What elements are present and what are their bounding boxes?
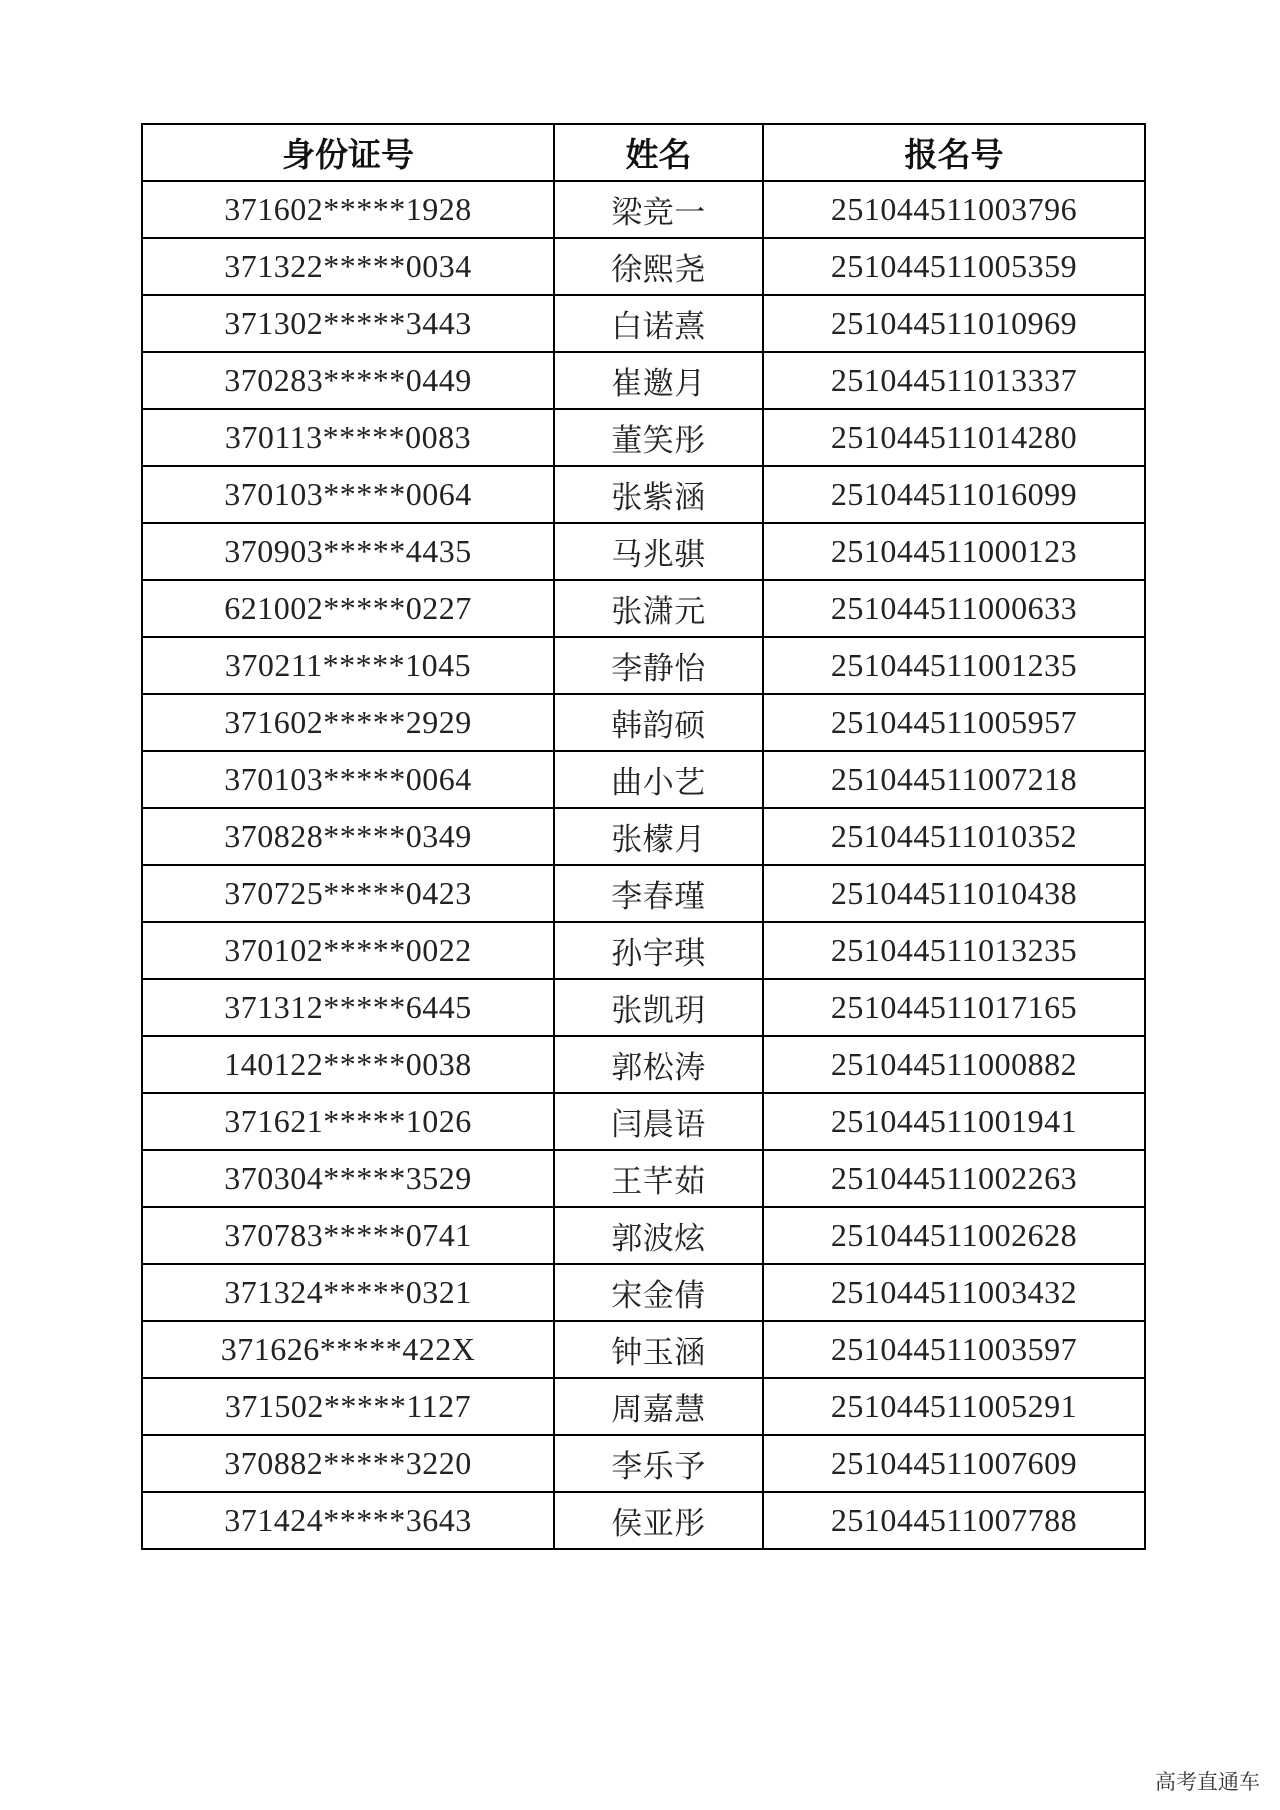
table-row bbox=[142, 580, 1145, 637]
id-number-cell: 371302*****3443 bbox=[142, 295, 554, 352]
registration-number-cell: 251044511003432 bbox=[763, 1264, 1145, 1321]
id-number-cell: 370103*****0064 bbox=[142, 751, 554, 808]
table-body bbox=[142, 181, 1145, 1549]
registration-number-cell: 251044511002628 bbox=[763, 1207, 1145, 1264]
registration-number-cell: 251044511000882 bbox=[763, 1036, 1145, 1093]
id-number-cell: 370211*****1045 bbox=[142, 637, 554, 694]
name-cell: 白诺熹 bbox=[554, 295, 763, 352]
table-row bbox=[142, 295, 1145, 352]
name-cell: 曲小艺 bbox=[554, 751, 763, 808]
name-cell: 崔邀月 bbox=[554, 352, 763, 409]
table-row bbox=[142, 352, 1145, 409]
registration-number-cell: 251044511013235 bbox=[763, 922, 1145, 979]
table-header-row bbox=[142, 124, 1145, 181]
name-cell: 韩韵硕 bbox=[554, 694, 763, 751]
name-cell: 张紫涵 bbox=[554, 466, 763, 523]
registration-number-cell: 251044511013337 bbox=[763, 352, 1145, 409]
table-row bbox=[142, 1150, 1145, 1207]
id-number-cell: 370783*****0741 bbox=[142, 1207, 554, 1264]
id-number-cell: 370113*****0083 bbox=[142, 409, 554, 466]
id-number-cell: 370102*****0022 bbox=[142, 922, 554, 979]
id-number-cell: 371424*****3643 bbox=[142, 1492, 554, 1549]
registration-number-cell: 251044511000123 bbox=[763, 523, 1145, 580]
registration-number-cell: 251044511005291 bbox=[763, 1378, 1145, 1435]
registration-number-cell: 251044511001941 bbox=[763, 1093, 1145, 1150]
table-row bbox=[142, 523, 1145, 580]
header-name: 姓名 bbox=[554, 124, 763, 181]
table-row bbox=[142, 238, 1145, 295]
name-cell: 郭松涛 bbox=[554, 1036, 763, 1093]
table-row bbox=[142, 694, 1145, 751]
id-number-cell: 371324*****0321 bbox=[142, 1264, 554, 1321]
id-number-cell: 371626*****422X bbox=[142, 1321, 554, 1378]
name-cell: 李乐予 bbox=[554, 1435, 763, 1492]
registration-number-cell: 251044511010352 bbox=[763, 808, 1145, 865]
registration-number-cell: 251044511016099 bbox=[763, 466, 1145, 523]
registration-number-cell: 251044511005957 bbox=[763, 694, 1145, 751]
header-id-number: 身份证号 bbox=[142, 124, 554, 181]
id-number-cell: 370903*****4435 bbox=[142, 523, 554, 580]
name-cell: 马兆骐 bbox=[554, 523, 763, 580]
table-row bbox=[142, 466, 1145, 523]
id-number-cell: 371602*****1928 bbox=[142, 181, 554, 238]
name-cell: 郭波炫 bbox=[554, 1207, 763, 1264]
registration-number-cell: 251044511005359 bbox=[763, 238, 1145, 295]
name-cell: 董笑彤 bbox=[554, 409, 763, 466]
table-row bbox=[142, 808, 1145, 865]
name-cell: 孙宇琪 bbox=[554, 922, 763, 979]
table-row bbox=[142, 181, 1145, 238]
name-cell: 宋金倩 bbox=[554, 1264, 763, 1321]
name-cell: 侯亚彤 bbox=[554, 1492, 763, 1549]
table-row bbox=[142, 409, 1145, 466]
table-row bbox=[142, 1321, 1145, 1378]
table-row bbox=[142, 1435, 1145, 1492]
id-number-cell: 621002*****0227 bbox=[142, 580, 554, 637]
registration-number-cell: 251044511003796 bbox=[763, 181, 1145, 238]
id-number-cell: 371502*****1127 bbox=[142, 1378, 554, 1435]
name-cell: 李春瑾 bbox=[554, 865, 763, 922]
id-number-cell: 370828*****0349 bbox=[142, 808, 554, 865]
id-number-cell: 371602*****2929 bbox=[142, 694, 554, 751]
registration-number-cell: 251044511017165 bbox=[763, 979, 1145, 1036]
name-cell: 张潇元 bbox=[554, 580, 763, 637]
table-row bbox=[142, 979, 1145, 1036]
id-number-cell: 370283*****0449 bbox=[142, 352, 554, 409]
registration-number-cell: 251044511000633 bbox=[763, 580, 1145, 637]
table-row bbox=[142, 1492, 1145, 1549]
name-cell: 张凯玥 bbox=[554, 979, 763, 1036]
table-row bbox=[142, 922, 1145, 979]
id-number-cell: 370882*****3220 bbox=[142, 1435, 554, 1492]
name-cell: 钟玉涵 bbox=[554, 1321, 763, 1378]
table-row bbox=[142, 1093, 1145, 1150]
registration-number-cell: 251044511007788 bbox=[763, 1492, 1145, 1549]
name-cell: 李静怡 bbox=[554, 637, 763, 694]
registration-number-cell: 251044511010438 bbox=[763, 865, 1145, 922]
name-cell: 周嘉慧 bbox=[554, 1378, 763, 1435]
table-row bbox=[142, 1036, 1145, 1093]
name-cell: 闫晨语 bbox=[554, 1093, 763, 1150]
watermark: 高考直通车 bbox=[1155, 1770, 1260, 1794]
name-cell: 徐熙尧 bbox=[554, 238, 763, 295]
table-row bbox=[142, 865, 1145, 922]
registration-number-cell: 251044511014280 bbox=[763, 409, 1145, 466]
table-row bbox=[142, 1378, 1145, 1435]
name-cell: 王芊茹 bbox=[554, 1150, 763, 1207]
name-cell: 张檬月 bbox=[554, 808, 763, 865]
table-row bbox=[142, 637, 1145, 694]
id-number-cell: 140122*****0038 bbox=[142, 1036, 554, 1093]
name-cell: 梁竞一 bbox=[554, 181, 763, 238]
registration-number-cell: 251044511002263 bbox=[763, 1150, 1145, 1207]
table-row bbox=[142, 751, 1145, 808]
roster-table bbox=[141, 123, 1146, 1550]
table-row bbox=[142, 1264, 1145, 1321]
registration-number-cell: 251044511007609 bbox=[763, 1435, 1145, 1492]
id-number-cell: 370103*****0064 bbox=[142, 466, 554, 523]
table-row bbox=[142, 1207, 1145, 1264]
id-number-cell: 370725*****0423 bbox=[142, 865, 554, 922]
id-number-cell: 370304*****3529 bbox=[142, 1150, 554, 1207]
registration-number-cell: 251044511007218 bbox=[763, 751, 1145, 808]
registration-number-cell: 251044511003597 bbox=[763, 1321, 1145, 1378]
registration-number-cell: 251044511001235 bbox=[763, 637, 1145, 694]
id-number-cell: 371322*****0034 bbox=[142, 238, 554, 295]
header-registration-number: 报名号 bbox=[763, 124, 1145, 181]
id-number-cell: 371312*****6445 bbox=[142, 979, 554, 1036]
id-number-cell: 371621*****1026 bbox=[142, 1093, 554, 1150]
registration-number-cell: 251044511010969 bbox=[763, 295, 1145, 352]
